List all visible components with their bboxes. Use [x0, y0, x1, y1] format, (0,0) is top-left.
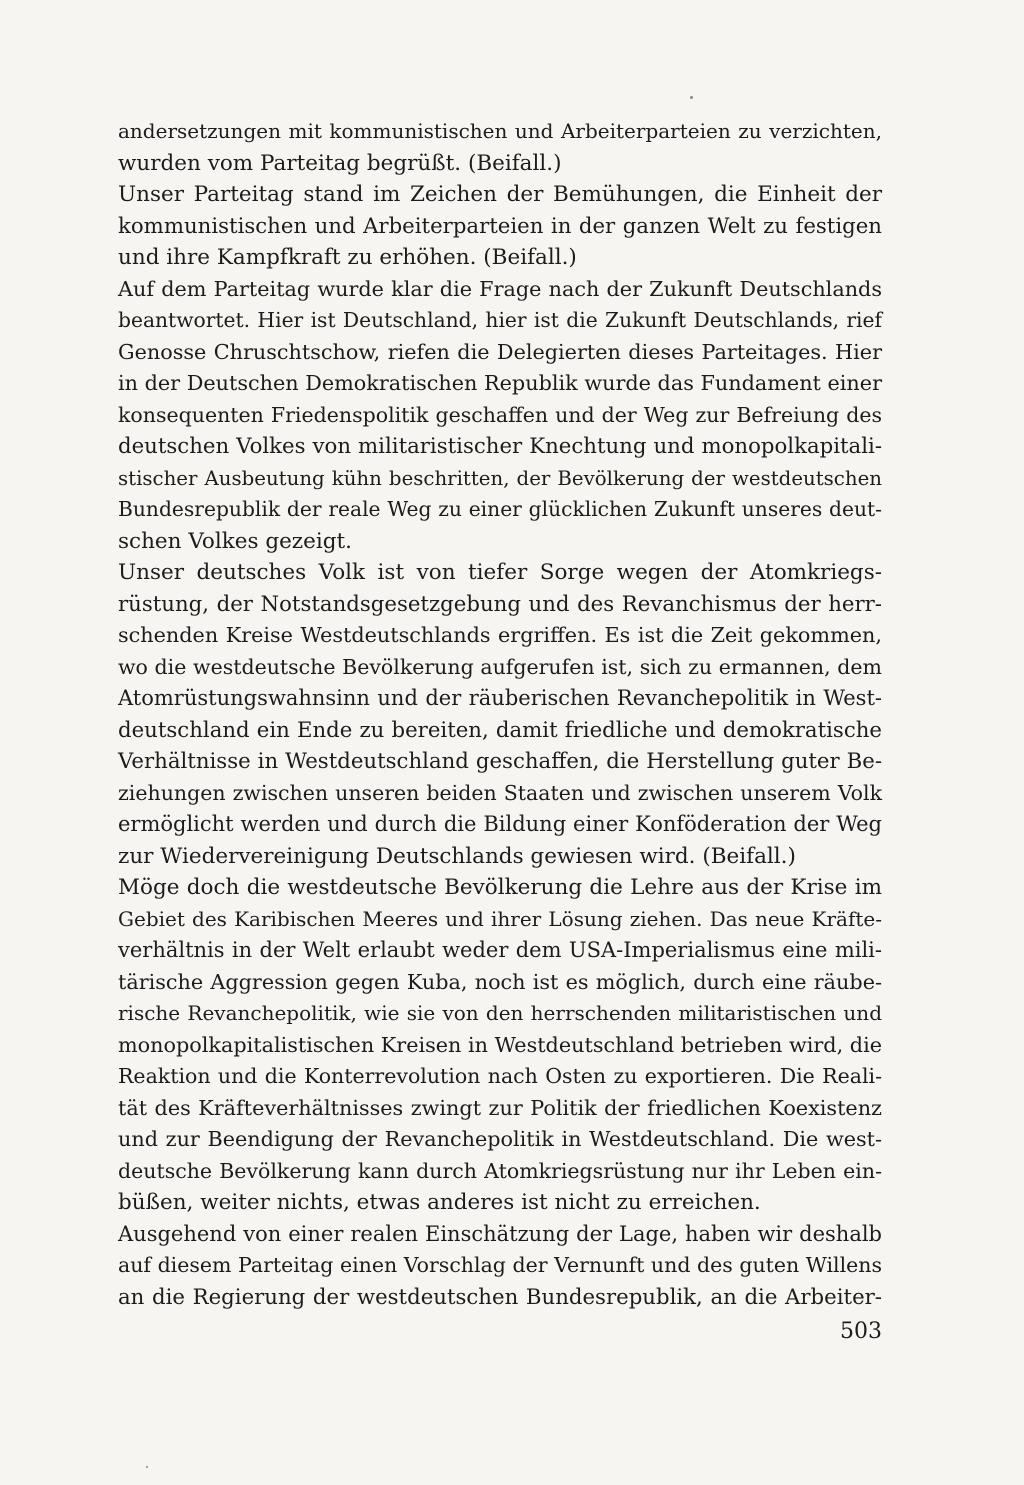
text-line: deutsche Bevölkerung kann durch Atomkriegsrüstung nur ihr Leben ein-: [118, 1158, 882, 1183]
text-line: kommunistischen und Arbeiterparteien in der ganzen Welt zu festigen: [118, 213, 882, 239]
text-line: konsequenten Friedenspolitik geschaffen und der Weg zur Befreiung des: [118, 402, 882, 427]
paper-speck: [146, 1466, 148, 1468]
text-line: schenden Kreise Westdeutschlands ergriffen. Es ist die Zeit gekommen,: [118, 623, 882, 647]
text-line: rüstung, der Notstandsgesetzgebung und des Revanchismus der herr-: [118, 591, 882, 617]
text-line: ziehungen zwischen unseren beiden Staaten und zwischen unserem Volk: [118, 780, 882, 805]
text-line: Unser deutsches Volk ist von tiefer Sorge wegen der Atomkriegs-: [118, 560, 882, 585]
text-line: Gebiet des Karibischen Meeres und ihrer Lösung ziehen. Das neue Kräfte-: [118, 906, 882, 931]
text-line: Bundesrepublik der reale Weg zu einer glücklichen Zukunft unseres deut-: [118, 497, 882, 521]
text-line: Möge doch die westdeutsche Bevölkerung die Lehre aus der Krise im: [118, 875, 882, 900]
text-line: in der Deutschen Demokratischen Republik wurde das Fundament einer: [118, 371, 882, 395]
text-line: schen Volkes gezeigt.: [118, 528, 352, 554]
text-line: ermöglicht werden und durch die Bildung einer Konföderation der Weg: [118, 812, 882, 836]
text-line: auf diesem Parteitag einen Vorschlag der Vernunft und des guten Willens: [118, 1253, 882, 1277]
text-line: tärische Aggression gegen Kuba, noch ist es möglich, durch eine räube-: [118, 969, 882, 994]
text-line: verhältnis in der Welt erlaubt weder dem USA-Imperialismus eine mili-: [118, 938, 882, 962]
text-line: wo die westdeutsche Bevölkerung aufgerufen ist, sich zu ermannen, dem: [118, 654, 882, 679]
text-line: Reaktion und die Konterrevolution nach Osten zu exportieren. Die Reali-: [118, 1064, 882, 1088]
paper-speck: [690, 96, 693, 99]
text-line: monopolkapitalistischen Kreisen in Westdeutschland betrieben wird, die: [118, 1032, 882, 1057]
text-line: büßen, weiter nichts, etwas anderes ist nicht zu erreichen.: [118, 1190, 761, 1215]
page-number: 503: [840, 1319, 882, 1344]
text-line: Ausgehend von einer realen Einschätzung der Lage, haben wir deshalb: [118, 1221, 882, 1246]
text-line: Unser Parteitag stand im Zeichen der Bemühungen, die Einheit der: [118, 182, 882, 207]
text-line: Genosse Chruschtschow, riefen die Delegierten dieses Parteitages. Hier: [118, 339, 882, 364]
text-line: an die Regierung der westdeutschen Bundesrepublik, an die Arbeiter-: [118, 1284, 882, 1310]
text-line: stischer Ausbeutung kühn beschritten, der Bevölkerung der westdeutschen: [118, 466, 882, 490]
text-line: zur Wiedervereinigung Deutschlands gewiesen wird. (Beifall.): [118, 843, 796, 869]
text-line: rische Revanchepolitik, wie sie von den herrschenden militaristischen und: [118, 1001, 882, 1025]
body-text: [118, 116, 882, 1313]
text-line: Verhältnisse in Westdeutschland geschaffen, die Herstellung guter Be-: [118, 749, 882, 774]
text-line: tät des Kräfteverhältnisses zwingt zur Politik der friedlichen Koexistenz: [118, 1095, 882, 1120]
text-line: Auf dem Parteitag wurde klar die Frage nach der Zukunft Deutschlands: [118, 276, 882, 301]
text-line: und ihre Kampfkraft zu erhöhen. (Beifall.): [118, 245, 577, 270]
text-line: beantwortet. Hier ist Deutschland, hier ist die Zukunft Deutschlands, rief: [118, 308, 882, 332]
text-line: wurden vom Parteitag begrüßt. (Beifall.): [118, 150, 562, 176]
text-line: deutschland ein Ende zu bereiten, damit friedliche und demokratische: [118, 717, 882, 743]
text-line: Atomrüstungswahnsinn und der räuberischen Revanchepolitik in West-: [118, 686, 882, 710]
text-line: und zur Beendigung der Revanchepolitik in Westdeutschland. Die west-: [118, 1127, 882, 1151]
text-line: andersetzungen mit kommunistischen und Arbeiterparteien zu verzichten,: [118, 119, 882, 143]
text-line: deutschen Volkes von militaristischer Knechtung und monopolkapitali-: [118, 434, 882, 459]
